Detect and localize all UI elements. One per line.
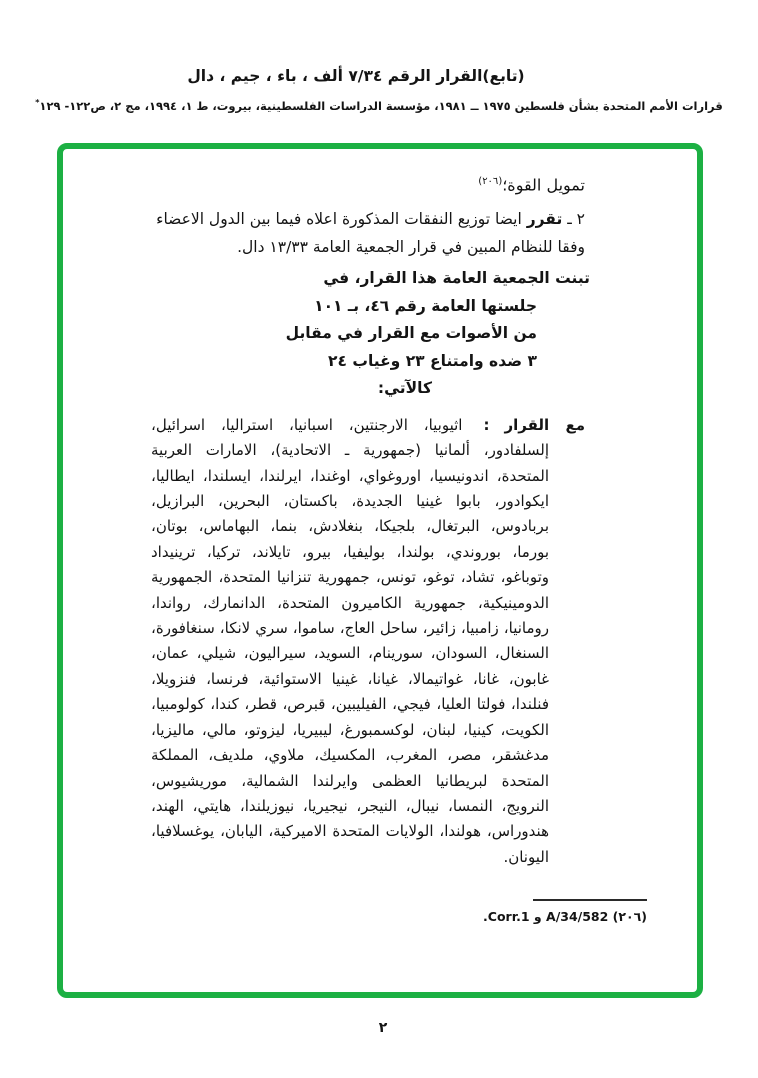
adoption-note — [115, 265, 590, 403]
adoption-line: من الأصوات مع القرار في مقابل — [285, 324, 537, 343]
clause-2-paragraph — [145, 205, 585, 261]
footnote-206 — [427, 909, 647, 924]
document-title: (تابع)القرار الرقم ٧/٣٤ ألف ، باء ، جيم ، دال — [187, 67, 525, 85]
footnote-citation: A/34/582 و Corr.1. — [483, 909, 609, 924]
adoption-line: كالآتي: — [377, 379, 432, 398]
source-text: قرارات الأمم المتحدة بشأن فلسطين ١٩٧٥ ــ ١٩٨١، مؤسسة الدراسات الفلسطينية، بيروت، ط ١، ١٩٩٤، مج ٢، ص١٢٢- ١٢٩ — [39, 98, 723, 113]
footnote-ref: (٢٠٦) — [612, 909, 647, 924]
clause-number: ٢ ـ — [562, 210, 585, 229]
clause-text: ايضا توزيع النفقات المذكورة اعلاه فيما بين الدول الاعضاء وفقا للنظام المبين في قرار الجمعية العامة ١٣/٣٣ دال. — [156, 210, 585, 257]
resolution-box — [57, 143, 703, 998]
document-source-line — [0, 98, 758, 113]
financing-heading — [115, 170, 585, 197]
footnote-ref-206-marker: (٢٠٦) — [478, 176, 503, 187]
vote-countries-list: اثيوبيا، الارجنتين، اسبانيا، استراليا، اسرائيل، إلسلفادور، ألمانيا (جمهورية ـ الاتحادية)، الامارات العربية المتحدة، اندونيسيا، اوروغواي، اوغندا، ايرلندا، ايسلندا، ايطاليا، ايكوادور، بابوا غينيا الجديدة، باكستان، البحرين، البرازيل، بربادوس، البرتغال، بلجيكا، بنغلادش، بنما، البهاماس، بوتان، بورما، بوروندي، بولندا، بوليفيا، بيرو، تايلاند، تركيا، ترينيداد وتوباغو، تشاد، توغو، تونس، جمهورية تنزانيا المتحدة، الجمهورية الدومينيكية، جمهورية الكاميرون المتحدة، الدانمارك، رواندا، رومانيا، زامبيا، زائير، ساحل العاج، ساموا، سري لانكا، سنغافورة، السنغال، السودان، سورينام، السويد، سيراليون، شيلي، عمان، غابون، غانا، غواتيمالا، غيانا، غينيا الاستوائية، فرنسا، فنزويلا، فنلندا، فولتا العليا، فيجي، الفيليبين، قبرص، قطر، كندا، كولومبيا، الكويت، كينيا، لبنان، لوكسمبورغ، ليبيريا، ليزوتو، مالي، ماليزيا، مدغشقر، مصر، المغرب، المكسيك، ملاوي، ملديف، المملكة المتحدة لبريطانيا العظمى وايرلندا الشمالية، موريشيوس، النرويج، النمسا، نيبال، النيجر، نيجيريا، نيوزيلندا، هايتي، الهند، هندوراس، هولندا، الولايات المتحدة الاميركية، اليابان، يوغسلافيا، اليونان. — [151, 415, 549, 866]
financing-heading-text: تمويل القوة؛ — [502, 175, 585, 195]
adoption-line: تبنت الجمعية العامة هذا القرار، في — [323, 269, 590, 288]
vote-label: مع القرار — [504, 415, 586, 434]
footnote-separator — [533, 899, 647, 901]
adoption-line: ٣ ضده وامتناع ٢٣ وغياب ٢٤ — [328, 351, 537, 370]
adoption-line: جلستها العامة رقم ٤٦، بـ ١٠١ — [314, 296, 537, 315]
footnote-area — [427, 899, 647, 924]
page-number: ٢ — [378, 1020, 388, 1036]
resolution-box-content — [63, 149, 697, 992]
clause-keyword: تقرر — [526, 210, 563, 229]
source-note-mark: * — [35, 98, 40, 107]
vote-with-resolution — [151, 413, 585, 870]
vote-colon: : — [483, 415, 490, 434]
